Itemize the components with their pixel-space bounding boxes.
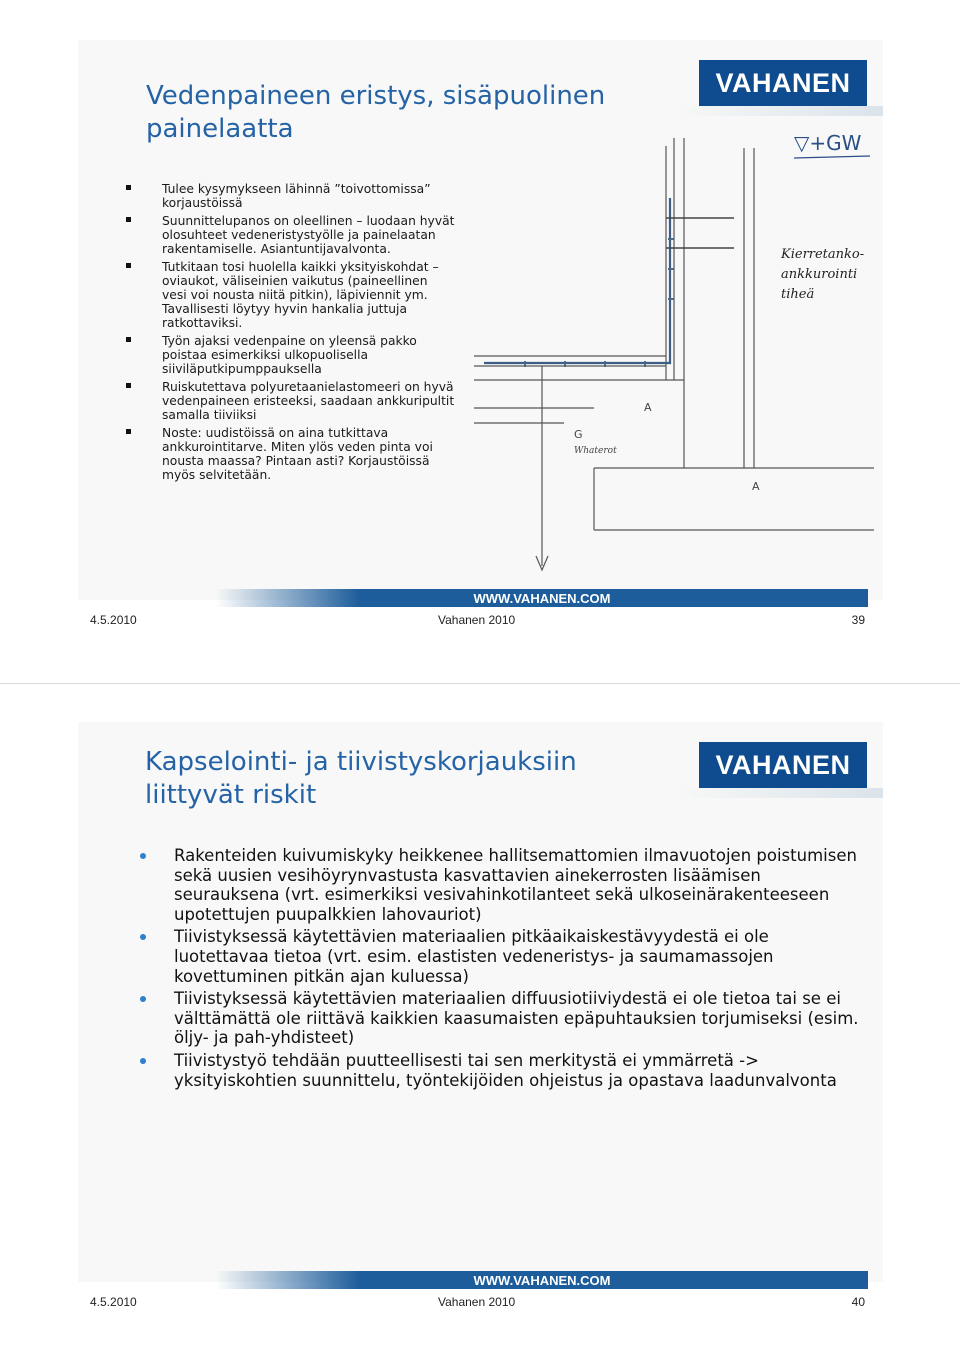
footer-date: 4.5.2010: [90, 613, 137, 627]
vahanen-logo: VAHANEN: [699, 60, 867, 106]
bullet-marker: [126, 185, 131, 190]
label-a-lower: A: [752, 480, 760, 493]
footer-date: 4.5.2010: [90, 1295, 137, 1309]
bullet-marker: [140, 1058, 146, 1064]
list-item: Suunnittelupanos on oleellinen – luodaan hyvät olosuhteet vedeneristystyölle ja painelaatan rakentamiselle. Asiantuntijavalvonta.: [126, 214, 456, 256]
list-item: Ruiskutettava polyuretaanielastomeeri on hyvä vedenpaineen eristeeksi, saadaan ankkuripultit samalla tiiviiksi: [126, 380, 456, 422]
list-item: Tiivistystyö tehdään puutteellisesti tai sen merkitystä ei ymmärretä -> yksityiskohtien suunnittelu, työntekijöiden ohjeistus ja opastava laadunvalvonta: [140, 1051, 860, 1090]
footer-url-band: WWW.VAHANEN.COM: [216, 589, 868, 607]
bullet-marker: [140, 853, 146, 859]
list-item: Tulee kysymykseen lähinnä ”toivottomissa” korjaustöissä: [126, 182, 456, 210]
list-item: Tiivistyksessä käytettävien materiaalien diffuusiotiiviydestä ei ole tietoa tai se ei välttämättä ole riittävä kaikkien kaasumaisten epäpuhtauksien torjumiseksi (esim. öljy- ja pah-yhdisteet): [140, 989, 860, 1048]
vahanen-logo: VAHANEN: [699, 742, 867, 788]
bullet-marker: [126, 263, 131, 268]
logo-swoosh: [678, 106, 883, 116]
list-item: Tutkitaan tosi huolella kaikki yksityiskohdat – oviaukot, väliseinien vaikutus (paineellinen vesi voi nousta niitä pitkin), läpiviennit ym. Tavallisesti löytyy hyvin hankalia juttuja ratkottaviksi.: [126, 260, 456, 330]
footer-company: Vahanen 2010: [438, 1295, 516, 1309]
label-whaterot: Whaterot: [574, 446, 617, 456]
bullet-marker: [140, 934, 146, 940]
page-number: 40: [851, 1295, 865, 1309]
label-g: G: [574, 428, 583, 441]
slide-title: Kapselointi- ja tiivistyskorjauksiin liittyvät riskit: [145, 747, 577, 810]
footer-url-band: WWW.VAHANEN.COM: [216, 1271, 868, 1289]
gw-label: ▽+GW: [794, 131, 862, 155]
slide-39: [78, 40, 883, 600]
bullet-marker: [126, 217, 131, 222]
anchor-note-line: ankkurointi: [781, 267, 858, 282]
bullet-marker: [126, 429, 131, 434]
list-item: Rakenteiden kuivumiskyky heikkenee hallitsemattomien ilmavuotojen poistumisen sekä uusien vesihöyrynvastusta kasvattavien ainekerrosten lisäämisen seurauksena (vrt. esimerkiksi vesivahinkotilanteet sekä ulkoseinärakenteeseen upotettujen puupalkkien lahovauriot): [140, 846, 860, 924]
logo-swoosh: [678, 788, 883, 798]
slide-title: Vedenpaineen eristys, sisäpuolinen painelaatta: [146, 81, 606, 144]
list-item: Työn ajaksi vedenpaine on yleensä pakko poistaa esimerkiksi ulkopuolisella siiviläputkipumppauksella: [126, 334, 456, 376]
structure-sketch: [444, 118, 878, 588]
bullet-marker: [126, 383, 131, 388]
page-divider: [0, 683, 960, 684]
footer-company: Vahanen 2010: [438, 613, 516, 627]
bullet-list: [140, 846, 860, 1093]
bullet-list: [126, 182, 456, 486]
slide-footer: [78, 613, 883, 629]
list-item: Tiivistyksessä käytettävien materiaalien pitkäaikaiskestävyydestä ei ole luotettavaa tietoa (vrt. esim. elastisten vedeneristys- ja saumamassojen kovettuminen pitkän ajan kuluessa): [140, 927, 860, 986]
bullet-marker: [140, 996, 146, 1002]
list-item: Noste: uudistöissä on aina tutkittava ankkurointitarve. Miten ylös veden pinta voi nousta maassa? Pintaan asti? Korjaustöissä myös selvitetään.: [126, 426, 456, 482]
slide-40: [78, 722, 883, 1282]
slide-footer: [78, 1295, 883, 1311]
anchor-note-line: Kierretanko-: [781, 247, 865, 262]
label-a: A: [644, 401, 652, 414]
anchor-note-line: tiheä: [781, 287, 815, 302]
bullet-marker: [126, 337, 131, 342]
page-number: 39: [851, 613, 865, 627]
